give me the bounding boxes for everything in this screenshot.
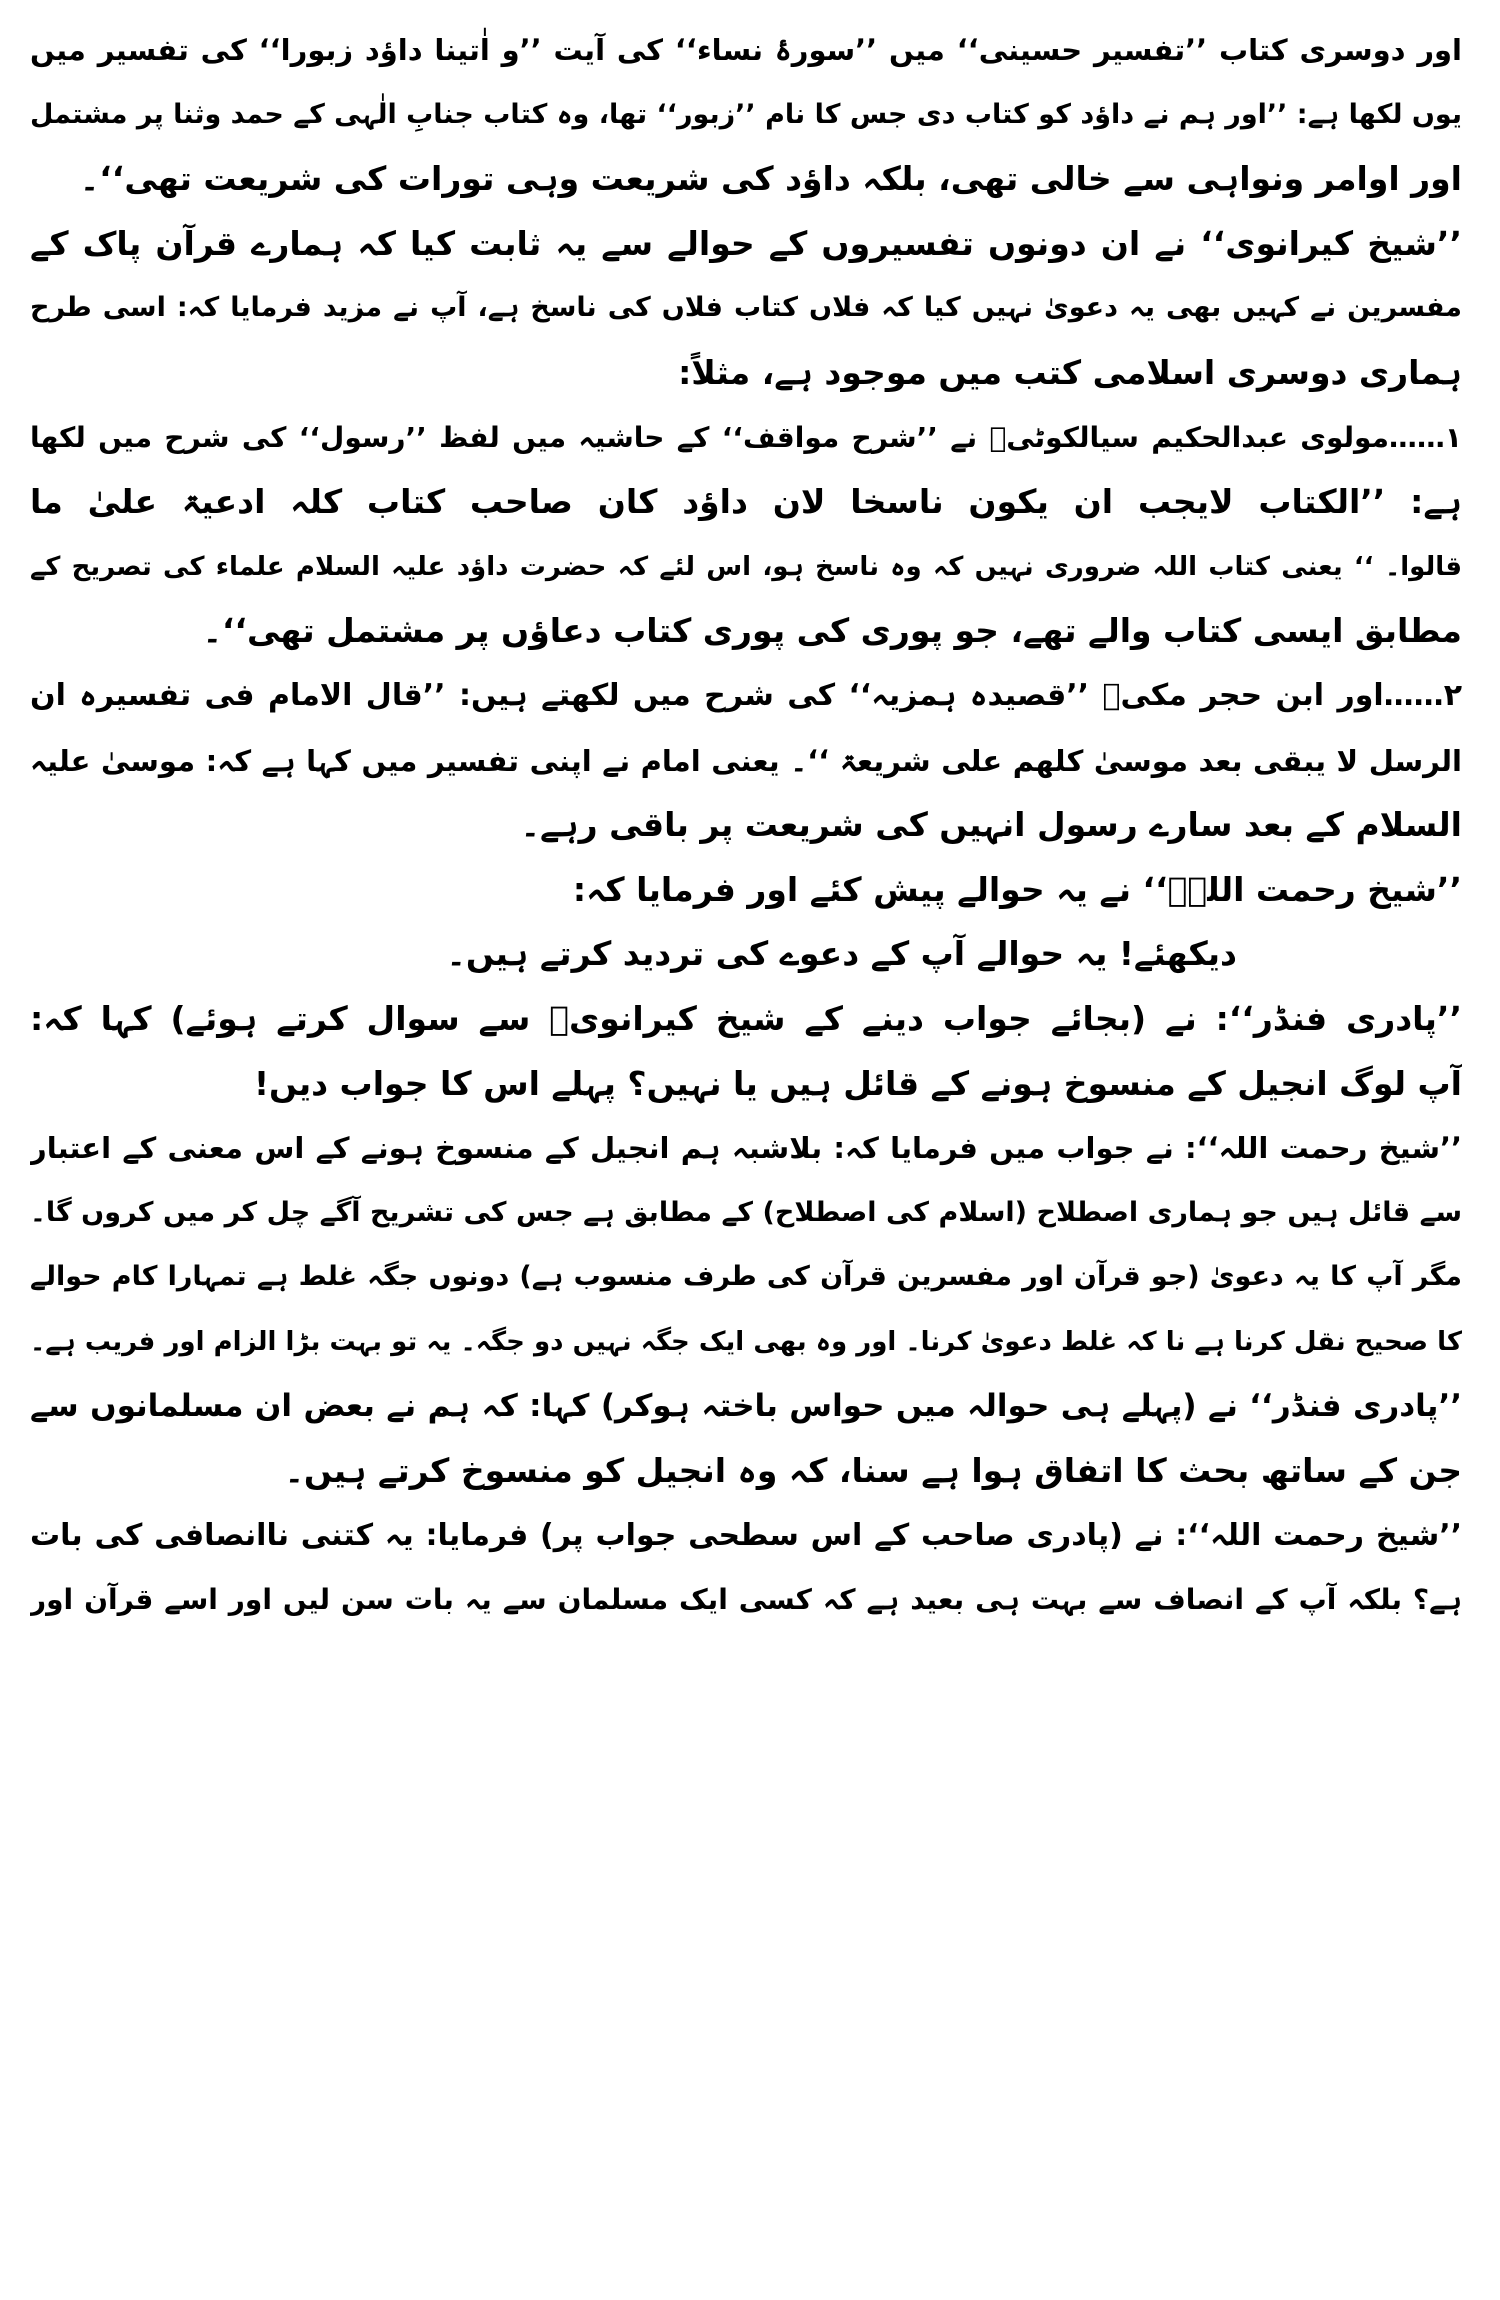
text-line-23: جن کے ساتھ بحث کا اتفاق ہوا ہے سنا، کہ وہ انجیل کو منسوخ کرتے ہیں۔ <box>284 1451 1462 1491</box>
text-line-14: ’’شیخ رحمت اللہؒ‘‘ نے یہ حوالے پیش کئے اور فرمایا کہ: <box>572 869 1462 909</box>
text-line-18: ’’شیخ رحمت اللہ‘‘: نے جواب میں فرمایا کہ: بلاشبہ ہم انجیل کے منسوخ ہونے کے اس معنی کے اعتبار <box>30 1131 1462 1166</box>
text-line-9: قالوا۔ ‘‘ یعنی کتاب اللہ ضروری نہیں کہ وہ ناسخ ہو، اس لئے کہ حضرت داؤد علیہ السلام علماء کی تصریح کے <box>30 551 1462 582</box>
text-line-5: مفسرین نے کہیں بھی یہ دعویٰ نہیں کیا کہ فلاں کتاب فلاں کی ناسخ ہے، آپ نے مزید فرمایا کہ: اسی طرح <box>30 292 1462 324</box>
text-line-25: ہے؟ بلکہ آپ کے انصاف سے بہت ہی بعید ہے کہ کسی ایک مسلمان سے یہ بات سن لیں اور اسے قرآن اور <box>30 1583 1462 1617</box>
text-line-15: دیکھئے! یہ حوالے آپ کے دعوے کی تردید کرتے ہیں۔ <box>446 934 1237 974</box>
text-line-11: ۲……اور ابن حجر مکیؒ ’’قصیدہ ہمزیہ‘‘ کی شرح میں لکھتے ہیں: ’’قال الامام فی تفسیرہ ان <box>30 677 1462 713</box>
text-line-22: ’’پادری فنڈر‘‘ نے (پہلے ہی حوالہ میں حواس باختہ ہوکر) کہا: کہ ہم نے بعض ان مسلمانوں سے <box>30 1388 1462 1425</box>
text-line-1: اور دوسری کتاب ’’تفسیر حسینی‘‘ میں ’’سورۂ نساء‘‘ کی آیت ’’و اٰتینا داؤد زبورا‘‘ کی تفسیر میں <box>30 33 1462 67</box>
text-line-6: ہماری دوسری اسلامی کتب میں موجود ہے، مثلاً: <box>678 352 1462 392</box>
text-line-19: سے قائل ہیں جو ہماری اصطلاح (اسلام کی اصطلاح) کے مطابق ہے جس کی تشریح آگے چل کر میں کروں گا۔ <box>30 1196 1462 1228</box>
text-line-17: آپ لوگ انجیل کے منسوخ ہونے کے قائل ہیں یا نہیں؟ پہلے اس کا جواب دیں! <box>254 1063 1462 1103</box>
text-line-12: الرسل لا یبقی بعد موسیٰ کلھم علی شریعۃ ‘‘۔ یعنی امام نے اپنی تفسیر میں کہا ہے کہ: موسیٰ علیہ <box>30 743 1462 778</box>
text-line-2: یوں لکھا ہے: ’’اور ہم نے داؤد کو کتاب دی جس کا نام ’’زبور‘‘ تھا، وہ کتاب جنابِ الٰہی کے حمد وثنا پر مشتمل <box>30 98 1462 130</box>
text-line-7: ۱……مولوی عبدالحکیم سیالکوٹیؒ نے ’’شرح مواقف‘‘ کے حاشیہ میں لفظ ’’رسول‘‘ کی شرح میں لکھا <box>30 420 1462 454</box>
text-line-10: مطابق ایسی کتاب والے تھے، جو پوری کی پوری کتاب دعاؤں پر مشتمل تھی‘‘۔ <box>202 611 1462 651</box>
text-line-24: ’’شیخ رحمت اللہ‘‘: نے (پادری صاحب کے اس سطحی جواب پر) فرمایا: یہ کتنی ناانصافی کی بات <box>30 1517 1462 1553</box>
text-line-21: کا صحیح نقل کرنا ہے نا کہ غلط دعویٰ کرنا۔ اور وہ بھی ایک جگہ نہیں دو جگہ۔ یہ تو بہت بڑا الزام اور فریب ہے۔ <box>30 1326 1462 1357</box>
text-line-16: ’’پادری فنڈر‘‘: نے (بجائے جواب دینے کے شیخ کیرانویؒ سے سوال کرتے ہوئے) کہا کہ: <box>30 998 1462 1038</box>
text-line-8: ہے: ’’الکتاب لایجب ان یکون ناسخا لان داؤد کان صاحب کتاب کلہ ادعیۃ علیٰ ما <box>30 482 1462 522</box>
text-line-4: ’’شیخ کیرانوی‘‘ نے ان دونوں تفسیروں کے حوالے سے یہ ثابت کیا کہ ہمارے قرآن پاک کے <box>30 223 1462 263</box>
text-line-13: السلام کے بعد سارے رسول انہیں کی شریعت پر باقی رہے۔ <box>520 805 1462 845</box>
text-line-3: اور اوامر ونواہی سے خالی تھی، بلکہ داؤد کی شریعت وہی تورات کی شریعت تھی‘‘۔ <box>79 159 1462 199</box>
text-line-20: مگر آپ کا یہ دعویٰ (جو قرآن اور مفسرین قرآن کی طرف منسوب ہے) دونوں جگہ غلط ہے تمہارا کام حوالے <box>30 1261 1462 1293</box>
